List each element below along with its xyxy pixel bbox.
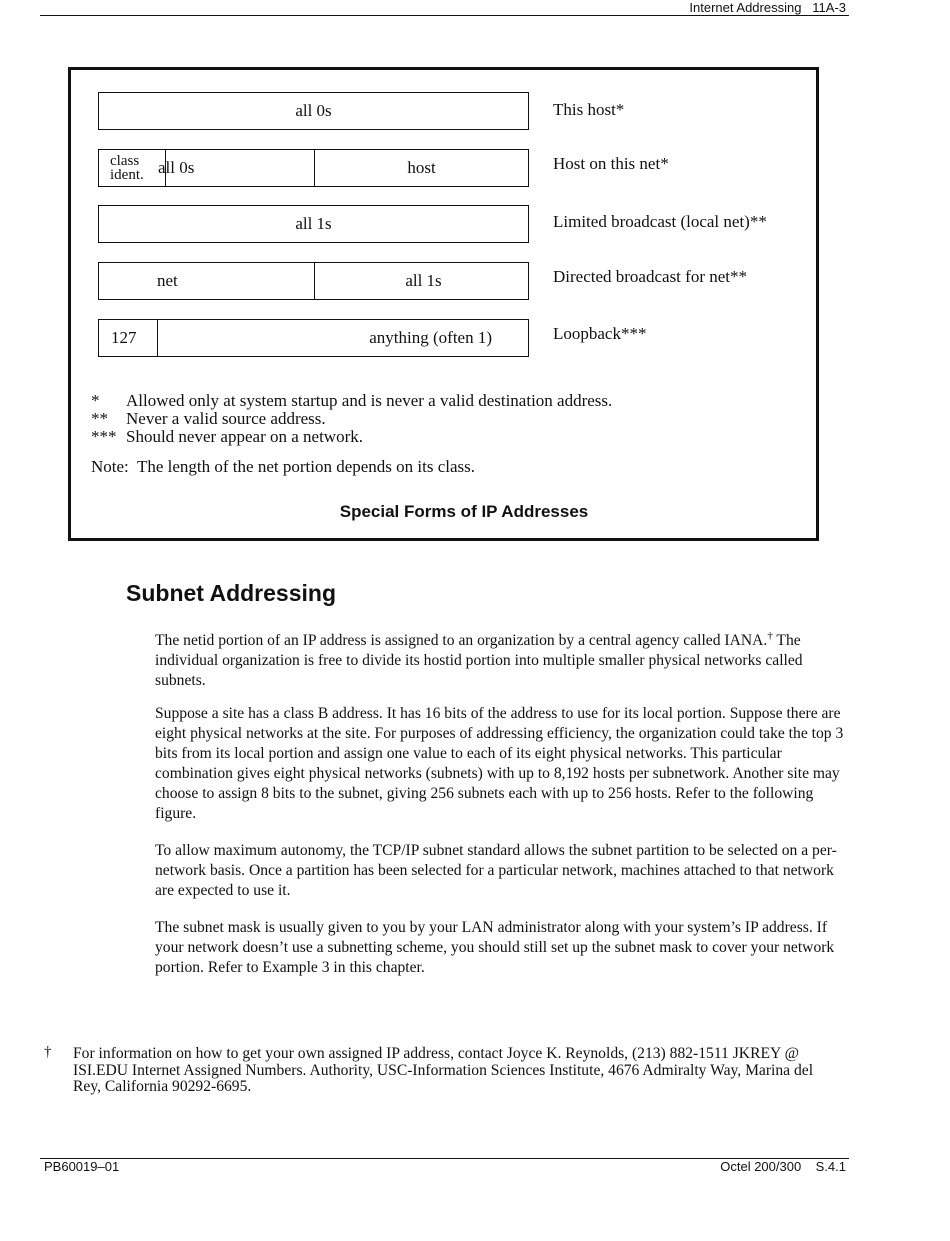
footnote-dagger: †: [44, 1044, 52, 1060]
paragraph-2: Suppose a site has a class B address. It has 16 bits of the address to use for its local portion. Suppose there are eight physical networks at the site. For purposes of addressing efficiency, the organization could take the top 3 bits from its local portion and assign one value to each of its eight physical networks. This particular combination gives eight physical networks (subnets) with up to 8,192 hosts per subnetwork. Another site may choose to assign 8 bits to the subnet, giving 256 subnets each with up to 256 hosts. Refer to the following figure.: [155, 705, 844, 822]
segment-all-0s: all 0s: [295, 101, 332, 120]
page-footnote: For information on how to get your own assigned IP address, contact Joyce K. Reynolds, (213) 882-1511 JKREY @ ISI.EDU Internet Assigned Numbers. Authority, USC-Information Sciences Institute, 4676 Admiralty Way, Marina del Rey, California 90292-6695.: [73, 1045, 814, 1095]
paragraph-1: [155, 626, 849, 691]
figure-footnote: [91, 428, 612, 446]
header-rule: [40, 15, 849, 16]
figure-footnote: [91, 392, 612, 410]
figure-caption: Special Forms of IP Addresses: [339, 502, 589, 521]
paragraph-text: The individual organization is free to divide its hostid portion into multiple smaller physical networks called subnets.: [155, 632, 803, 690]
footer-doc-number: PB60019–01: [44, 1159, 120, 1174]
address-box-this-host: [98, 92, 529, 130]
paragraph-3: To allow maximum autonomy, the TCP/IP subnet standard allows the subnet partition to be selected on a per-network basis. Once a partition has been selected for a particular network, machines attached to that network are expected to use it.: [155, 842, 837, 899]
address-box-limited-broadcast: [98, 205, 529, 243]
figure-footnote: [91, 410, 612, 428]
segment-host: host: [407, 158, 436, 177]
paragraph-4: The subnet mask is usually given to you by your LAN administrator along with your system’s IP address. If your network doesn’t use a subnetting scheme, you should still set up the subnet mask to cover your network portion. Refer to Example 3 in this chapter.: [155, 919, 835, 976]
segment-all-1s: all 1s: [295, 214, 332, 233]
paragraph-text: The netid portion of an IP address is assigned to an organization by a central agency called IANA.: [155, 632, 768, 650]
row-label-host-on-net: Host on this net*: [553, 154, 669, 173]
footnote-text: Should never appear on a network.: [126, 427, 363, 446]
row-label-this-host: This host*: [553, 100, 625, 119]
footnote-text: Allowed only at system startup and is never a valid destination address.: [126, 391, 613, 410]
dagger-reference: †: [767, 630, 773, 642]
segment-anything: anything (often 1): [369, 328, 492, 347]
address-box-host-on-net: [98, 149, 529, 187]
segment-127: 127: [99, 320, 158, 356]
figure-footnotes: [91, 392, 612, 446]
figure-note: Note: The length of the net portion depends on its class.: [91, 457, 476, 476]
footnote-mark: ***: [91, 427, 117, 446]
footnote-mark: *: [91, 391, 100, 410]
footnote-text: Never a valid source address.: [126, 409, 326, 428]
segment-all-0s: all 0s: [154, 150, 315, 186]
footnote-mark: **: [91, 409, 108, 428]
row-label-limited-broadcast: Limited broadcast (local net)**: [553, 212, 767, 231]
address-box-loopback: [98, 319, 529, 357]
section-title: Subnet Addressing: [126, 580, 336, 606]
segment-class-ident: class ident.: [99, 150, 166, 186]
address-box-directed-broadcast: [98, 262, 529, 300]
row-label-directed-broadcast: Directed broadcast for net**: [553, 267, 747, 286]
running-header: Internet Addressing 11A-3: [689, 0, 846, 15]
footer-product: Octel 200/300 S.4.1: [720, 1159, 846, 1174]
row-label-loopback: Loopback***: [553, 324, 647, 343]
segment-net: net: [99, 263, 315, 299]
segment-all-1s: all 1s: [405, 271, 442, 290]
